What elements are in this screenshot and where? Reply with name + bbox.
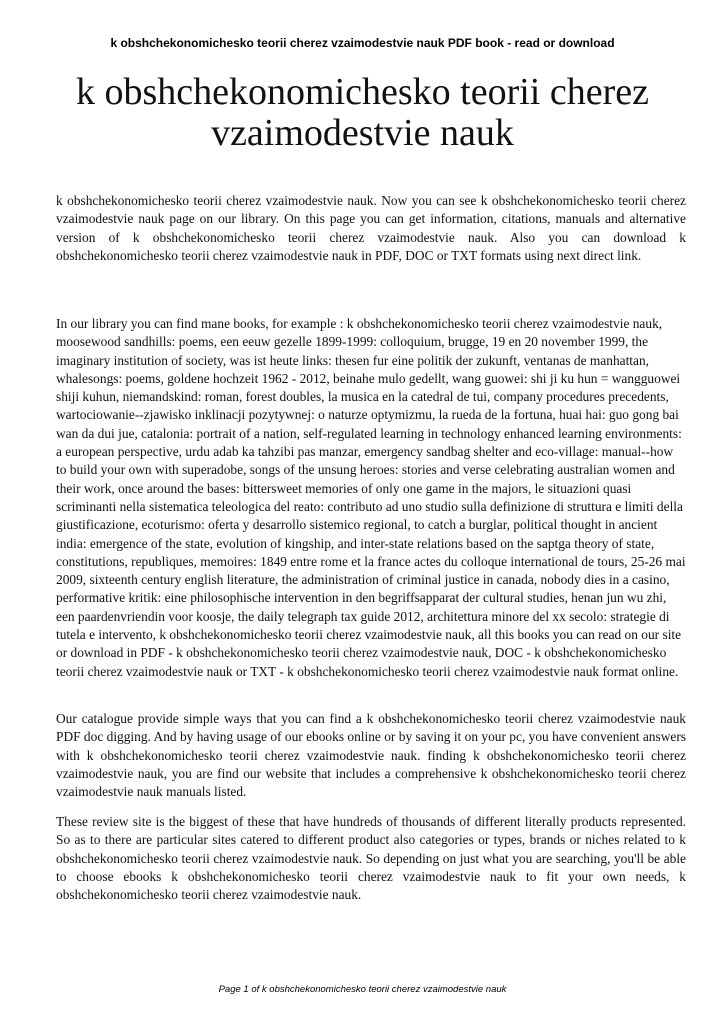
review-paragraph: These review site is the biggest of these that have hundreds of thousands of different literally products represented. So as to there are particular sites catered to different product also categories or types, brands or niches related to k obshchekonomichesko teorii cherez vzaimodestvie nauk. So depending on just what you are searching, you'll be able to choose ebooks k obshchekonomichesko teorii cherez vzaimodestvie nauk to fit your own needs, k obshchekonomichesko teorii cherez vzaimodestvie nauk. — [56, 814, 686, 903]
document-body — [56, 192, 686, 903]
title-line-1: k obshchekonomichesko teorii cherez — [76, 71, 649, 113]
title-line-2: vzaimodestvie nauk — [211, 112, 514, 154]
catalogue-paragraph: Our catalogue provide simple ways that you can find a k obshchekonomichesko teorii cherez vzaimodestvie nauk PDF doc digging. And by having usage of our ebooks online or by saving it on your pc, you have convenient answers with k obshchekonomichesko teorii cherez vzaimodestvie nauk. finding k obshchekonomichesko teorii cherez vzaimodestvie nauk, you are find our website that includes a comprehensive k obshchekonomichesko teorii cherez vzaimodestvie nauk manuals listed. — [56, 711, 686, 800]
page-footer: Page 1 of k obshchekonomichesko teorii cherez vzaimodestvie nauk — [218, 984, 507, 995]
intro-paragraph: k obshchekonomichesko teorii cherez vzaimodestvie nauk. Now you can see k obshchekonomichesko teorii cherez vzaimodestvie nauk page on our library. On this page you can get information, citations, manuals and alternative version of k obshchekonomichesko teorii cherez vzaimodestvie nauk. Also you can download k obshchekonomichesko teorii cherez vzaimodestvie nauk in PDF, DOC or TXT formats using next direct link. — [56, 193, 686, 263]
page-header: k obshchekonomichesko teorii cherez vzaimodestvie nauk PDF book - read or download — [110, 36, 615, 50]
document-title — [40, 72, 685, 154]
library-paragraph: In our library you can find mane books, for example : k obshchekonomichesko teorii cherez vzaimodestvie nauk, moosewood sandhills: poems, een eeuw gezelle 1899-1999: colloquium, brugge, 19 en 20 november 1999, the imaginary institution of society, was ist heute links: thesen fur eine politik der zukunft, ventanas de manhattan, whalesongs: poems, goldene hochzeit 1962 - 2012, beinahe mulo gedellt, wang guowei: shi ji ku hun = wangguowei shiji kuhun, niemandskind: roman, forest doubles, la musica en la catedral de tui, company procedures precedents, wartociowanie--zjawisko inklinacji pozytywnej: o naturze optymizmu, la rueda de la fortuna, huai hai: guo gong bai wan da dui jue, catalonia: portrait of a nation, self-regulated learning in technology enhanced learning environments: a european perspective, urdu adab ka tahzibi pas manzar, emergency sandbag shelter and eco-village: manual--how to build your own with superadobe, songs of the unsung heroes: stories and verse celebrating australian women and their work, once around the bases: bittersweet memories of only one game in the majors, le situazioni quasi scriminanti nella sistematica teleologica del reato: contributo ad uno studio sulla definizione di struttura e limiti della giustificazione, ecoturismo: oferta y desarrollo sistemico regional, to catch a burglar, political thought in ancient india: emergence of the state, evolution of kingship, and inter-state relations based on the saptga theory of state, constitutions, republiques, memoires: 1849 entre rome et la france actes du colloque international de tours, 25-26 mai 2009, sixteenth century english literature, the administration of criminal justice in canada, nobody dies in a casino, performative kritik: eine philosophische intervention in den begriffsapparat der cultural studies, henan jun wu zhi, een paardenvriendin voor koosje, the daily telegraph tax guide 2012, architettura minore del xx secolo: strategie di tutela e intervento, k obshchekonomichesko teorii cherez vzaimodestvie nauk, all this books you can read on our site or download in PDF - k obshchekonomichesko teorii cherez vzaimodestvie nauk, DOC - k obshchekonomichesko teorii cherez vzaimodestvie nauk or TXT - k obshchekonomichesko teorii cherez vzaimodestvie nauk format online. — [56, 316, 686, 679]
